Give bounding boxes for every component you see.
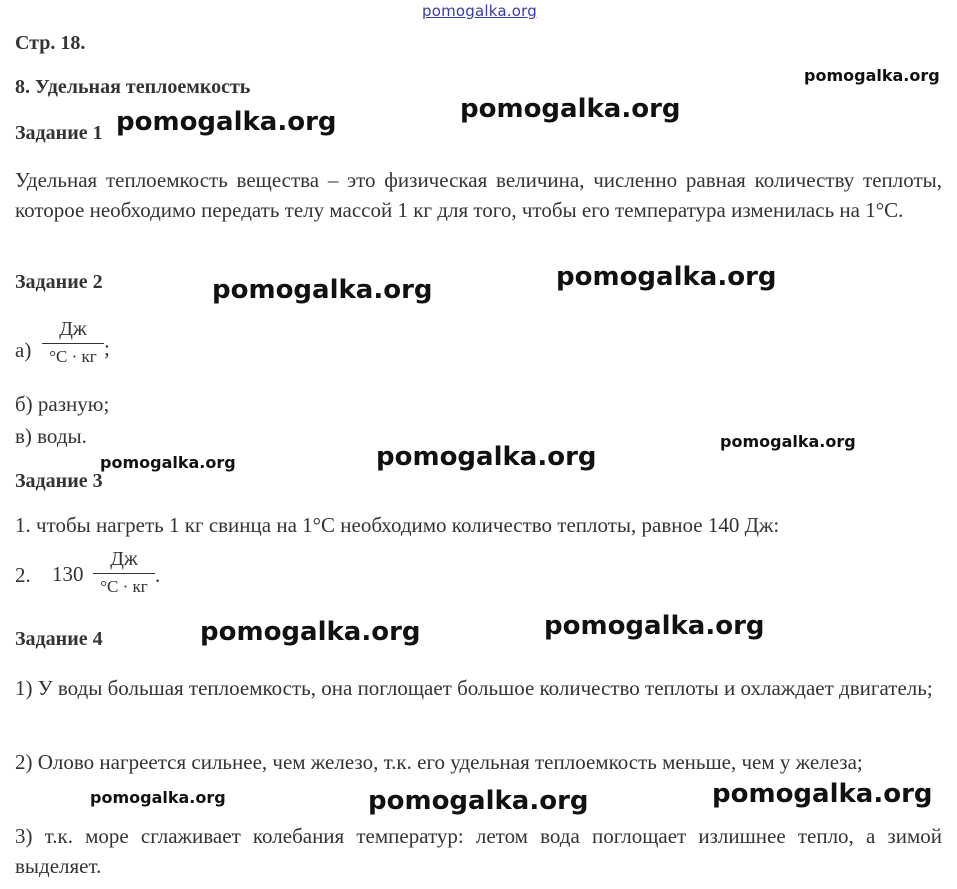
watermark: pomogalka.org — [804, 66, 940, 85]
task-1-text: Удельная теплоемкость вещества – это физическая величина, численно равная количеству теплоты, которое необходимо передать телу массой 1 кг для того, чтобы его температура изменилась на 1°С. — [15, 168, 942, 222]
topic-title: 8. Удельная теплоемкость — [15, 76, 251, 98]
task-3-line-1: 1. чтобы нагреть 1 кг свинца на 1°С необходимо количество теплоты, равное 140 Дж: — [15, 513, 780, 537]
watermark: pomogalka.org — [720, 432, 856, 451]
watermark: pomogalka.org — [212, 275, 433, 305]
task-2-heading: Задание 2 — [15, 271, 103, 293]
watermark: pomogalka.org — [712, 779, 933, 809]
watermark: pomogalka.org — [544, 611, 765, 641]
task-3-heading: Задание 3 — [15, 470, 103, 492]
watermark: pomogalka.org — [100, 453, 236, 472]
task-4-item-2: 2) Олово нагреется сильнее, чем железо, т.к. его удельная теплоемкость меньше, чем у железа; — [15, 750, 863, 774]
task-4-heading: Задание 4 — [15, 628, 103, 650]
watermark: pomogalka.org — [556, 262, 777, 292]
task-4-item-1: 1) У воды большая теплоемкость, она поглощает большое количество теплоты и охлаждает двигатель; — [15, 676, 933, 700]
task-2-a-label: а) — [15, 338, 32, 362]
watermark: pomogalka.org — [90, 788, 226, 807]
task-3-line-2-value: 130 — [52, 562, 84, 586]
fraction-numerator: Дж — [59, 318, 87, 340]
fraction-numerator: Дж — [110, 548, 138, 570]
task-1-heading: Задание 1 — [15, 122, 103, 144]
watermark: pomogalka.org — [368, 786, 589, 816]
task-3-line-2-label: 2. — [15, 563, 31, 587]
watermark: pomogalka.org — [200, 617, 421, 647]
task-2-a-fraction — [42, 318, 104, 367]
task-2-b: б) разную; — [15, 392, 110, 416]
task-4-item-3: 3) т.к. море сглаживает колебания температур: летом вода поглощает излишнее тепло, а зимой выделяет. — [15, 824, 942, 878]
fraction-denominator: °С · кг — [100, 577, 148, 596]
task-3-line-2-suffix: . — [155, 563, 161, 587]
fraction-denominator: °С · кг — [49, 347, 97, 366]
task-3-fraction — [93, 548, 155, 597]
task-2-a-suffix: ; — [104, 336, 110, 360]
page-number: Стр. 18. — [15, 32, 86, 54]
site-link[interactable]: pomogalka.org — [422, 2, 537, 20]
watermark: pomogalka.org — [116, 107, 337, 137]
watermark: pomogalka.org — [460, 94, 681, 124]
task-2-c: в) воды. — [15, 424, 87, 448]
watermark: pomogalka.org — [376, 442, 597, 472]
